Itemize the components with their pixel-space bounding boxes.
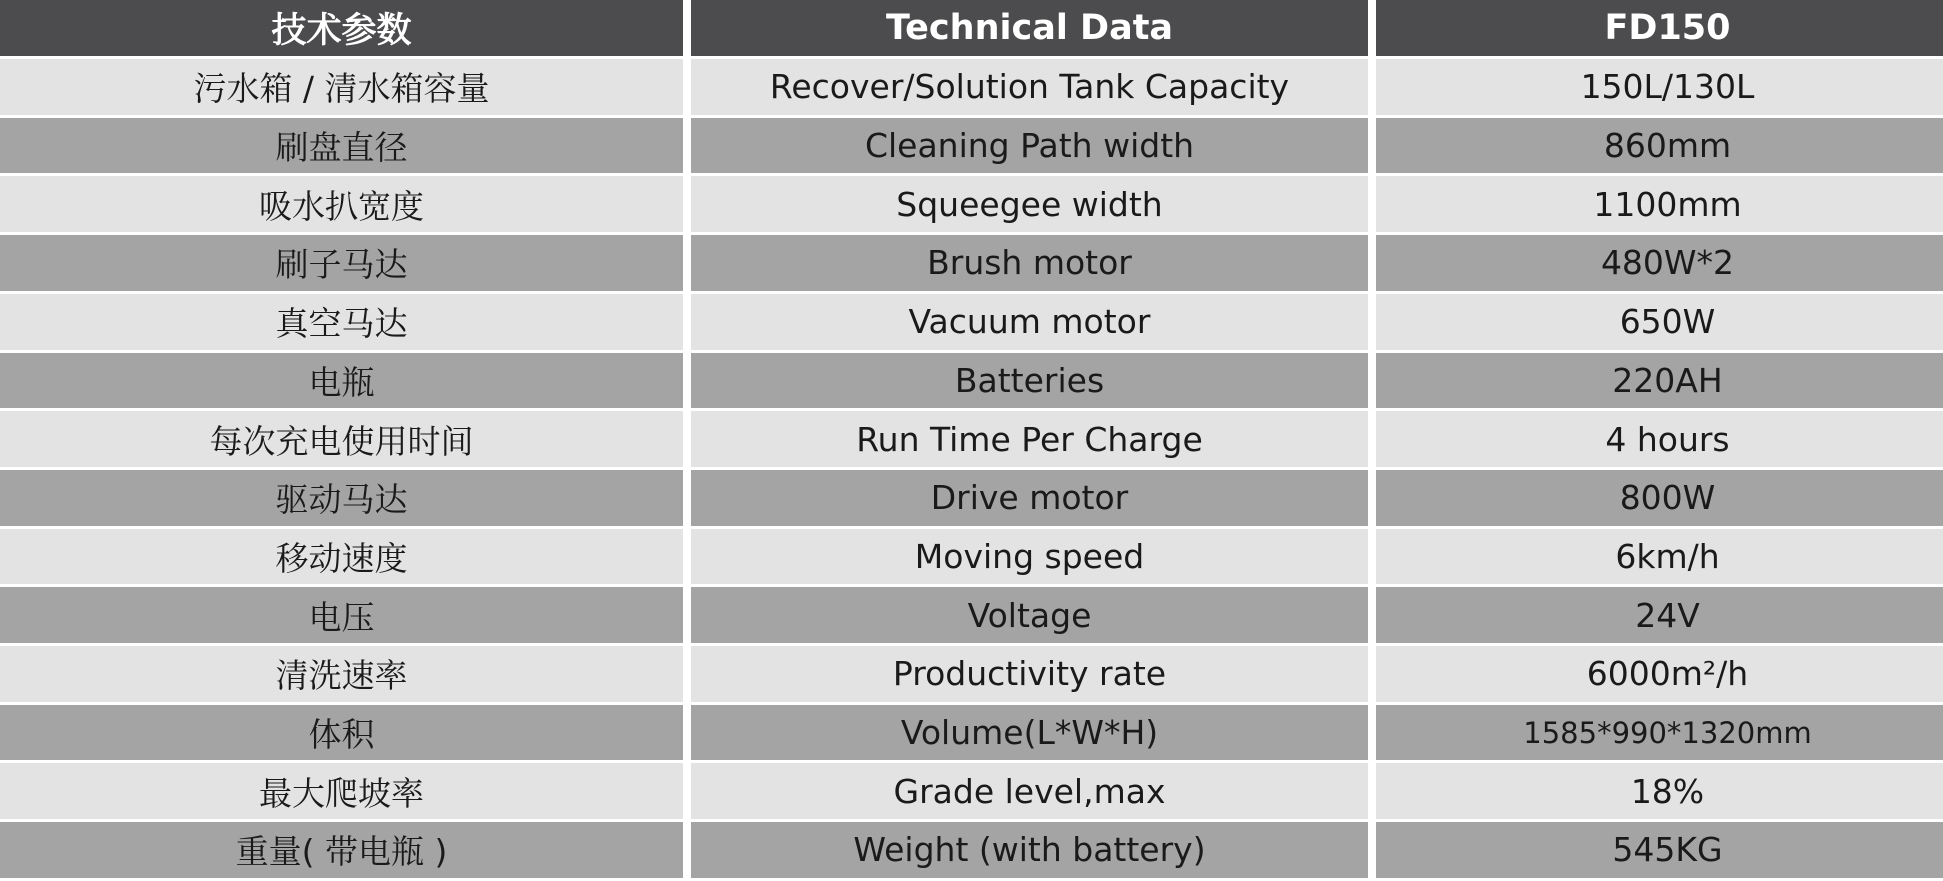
row-2-en: Cleaning Path width (691, 118, 1368, 177)
row-3-en: Squeegee width (691, 176, 1368, 235)
row-6-value: 220AH (1376, 353, 1943, 412)
row-14-en: Weight (with battery) (691, 822, 1368, 881)
row-9-en: Moving speed (691, 529, 1368, 588)
row-10-value: 24V (1376, 587, 1943, 646)
row-7-cn: 每次充电使用时间 (0, 411, 683, 470)
row-11-value: 6000m²/h (1376, 646, 1943, 705)
row-1-en: Recover/Solution Tank Capacity (691, 59, 1368, 118)
row-12-en: Volume(L*W*H) (691, 705, 1368, 764)
row-12-cn: 体积 (0, 705, 683, 764)
row-13-en: Grade level,max (691, 763, 1368, 822)
row-7-value: 4 hours (1376, 411, 1943, 470)
row-8-en: Drive motor (691, 470, 1368, 529)
row-2-value: 860mm (1376, 118, 1943, 177)
row-10-cn: 电压 (0, 587, 683, 646)
row-6-en: Batteries (691, 353, 1368, 412)
row-4-value: 480W*2 (1376, 235, 1943, 294)
row-9-value: 6km/h (1376, 529, 1943, 588)
row-6-cn: 电瓶 (0, 353, 683, 412)
row-4-en: Brush motor (691, 235, 1368, 294)
row-11-en: Productivity rate (691, 646, 1368, 705)
row-13-cn: 最大爬坡率 (0, 763, 683, 822)
row-9-cn: 移动速度 (0, 529, 683, 588)
row-4-cn: 刷子马达 (0, 235, 683, 294)
header-technical-data: Technical Data (691, 0, 1368, 59)
header-chinese-params: 技术参数 (0, 0, 683, 59)
row-11-cn: 清洗速率 (0, 646, 683, 705)
row-2-cn: 刷盘直径 (0, 118, 683, 177)
header-model: FD150 (1376, 0, 1943, 59)
row-5-cn: 真空马达 (0, 294, 683, 353)
row-3-cn: 吸水扒宽度 (0, 176, 683, 235)
row-1-cn: 污水箱 / 清水箱容量 (0, 59, 683, 118)
row-14-value: 545KG (1376, 822, 1943, 881)
row-8-cn: 驱动马达 (0, 470, 683, 529)
row-5-en: Vacuum motor (691, 294, 1368, 353)
row-10-en: Voltage (691, 587, 1368, 646)
row-8-value: 800W (1376, 470, 1943, 529)
row-3-value: 1100mm (1376, 176, 1943, 235)
row-5-value: 650W (1376, 294, 1943, 353)
row-12-value: 1585*990*1320mm (1376, 705, 1943, 764)
row-14-cn: 重量( 带电瓶 ) (0, 822, 683, 881)
row-7-en: Run Time Per Charge (691, 411, 1368, 470)
row-13-value: 18% (1376, 763, 1943, 822)
row-1-value: 150L/130L (1376, 59, 1943, 118)
